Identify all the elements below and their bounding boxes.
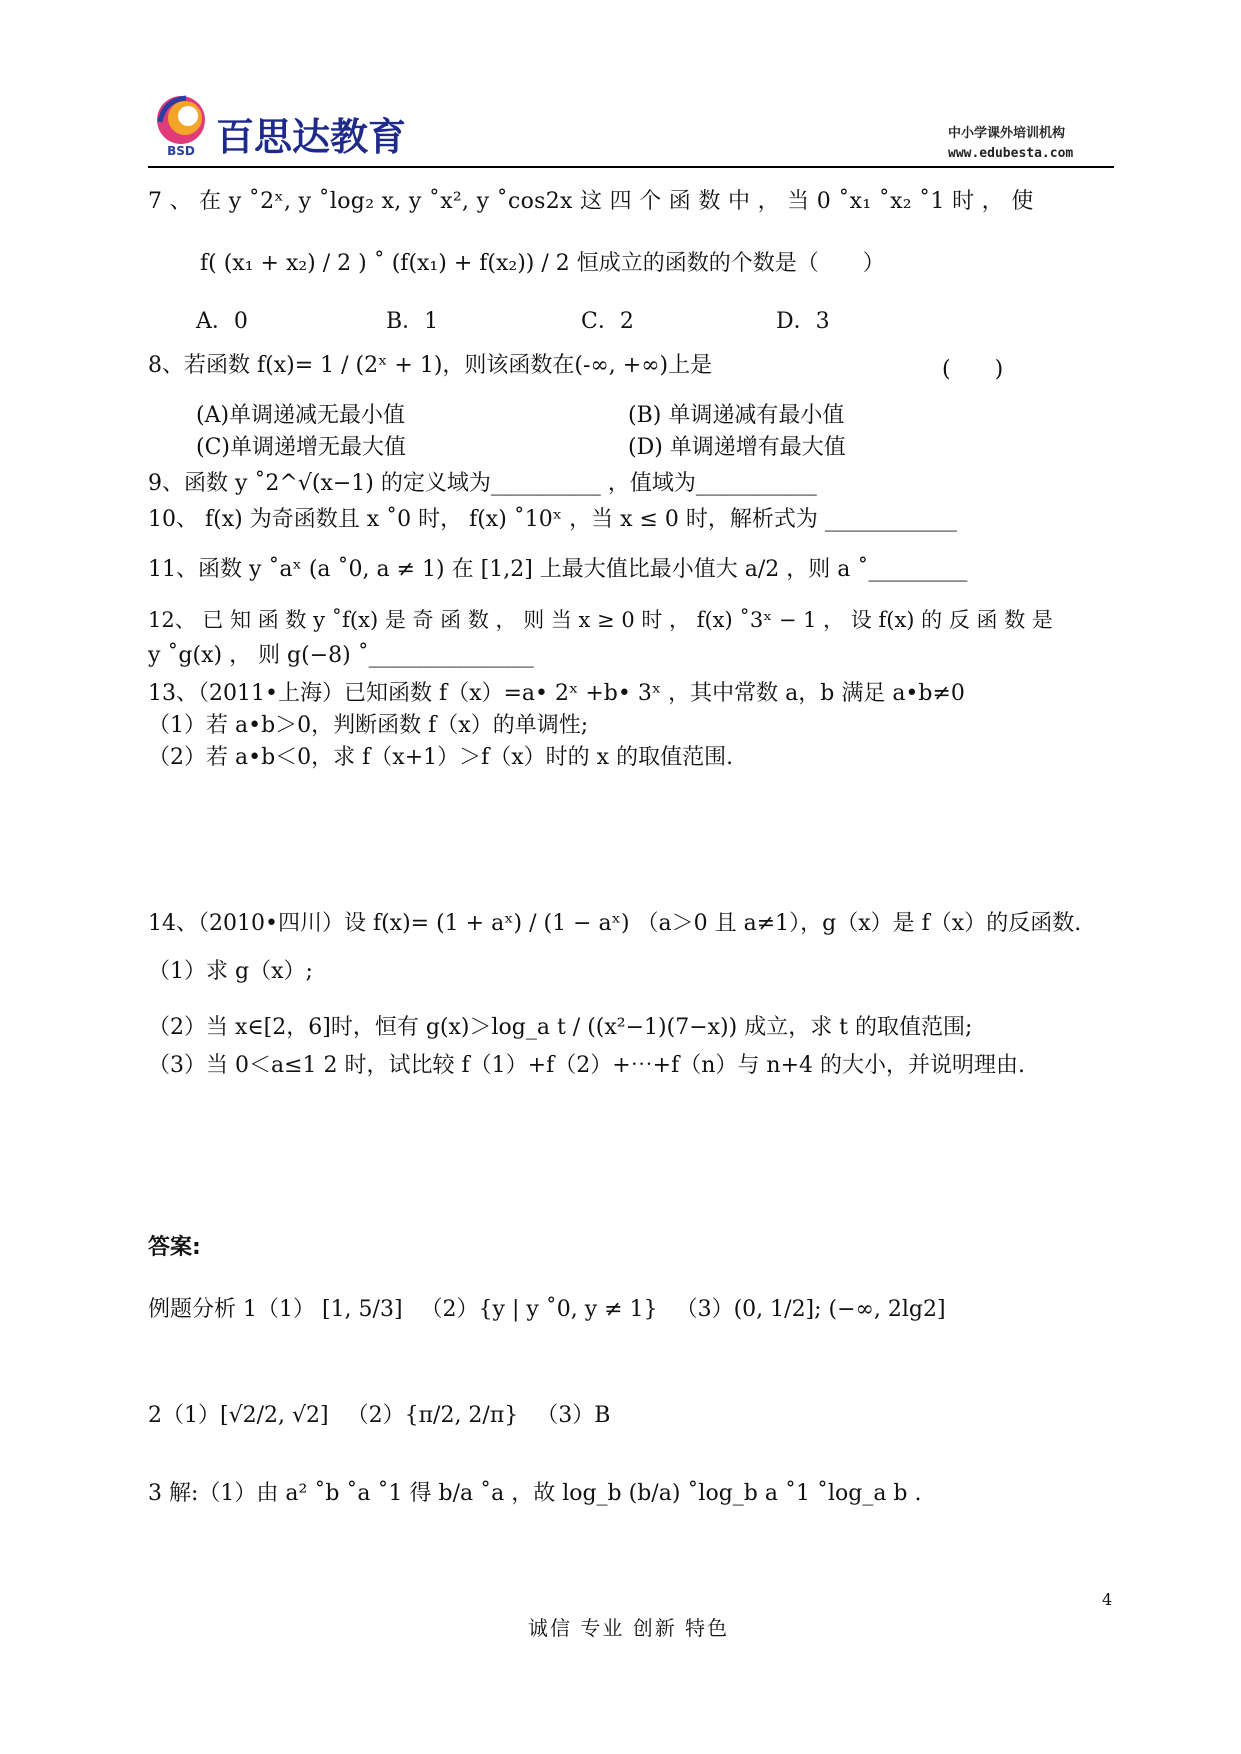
question-7-option-d: D．3 [776,309,830,334]
question-9: 9、函数 y ˚2^√(x−1) 的定义域为__________ ，值域为___________ [148,471,817,496]
question-13-part2: （2）若 a•b＜0，求 f（x+1）＞f（x）时的 x 的取值范围. [148,745,734,770]
question-8-answer-paren: ( ) [942,357,1004,382]
question-14-stem: 14、（2010•四川）设 f(x)= (1 + aˣ) / (1 − aˣ) （a＞0 且 a≠1），g（x）是 f（x）的反函数. [148,911,1082,936]
question-7-line1: 7 、 在 y ˚2ˣ, y ˚log₂ x, y ˚x², y ˚cos2x 这 四 个 函 数 中 ， 当 0 ˚x₁ ˚x₂ ˚1 时 ， 使 [148,189,1034,214]
question-7-option-a: A．0 [196,309,248,334]
question-7-line2: f( (x₁ + x₂) / 2 ) ˚ (f(x₁) + f(x₂)) / 2 恒成立的函数的个数是（ ） [200,251,885,276]
question-11: 11、函数 y ˚aˣ (a ˚0, a ≠ 1) 在 [1,2] 上最大值比最小值大 a/2 ，则 a ˚_________ [148,557,968,582]
question-14-part3: （3）当 0＜a≤1 2 时，试比较 f（1）+f（2）+⋯+f（n）与 n+4 的大小，并说明理由. [148,1053,1025,1078]
answers-heading: 答案: [148,1235,201,1260]
footer-slogan: 诚信 专业 创新 特色 [528,1616,730,1640]
question-14-part2: （2）当 x∈[2，6]时，恒有 g(x)＞log_a t / ((x²−1)(7−x)) 成立，求 t 的取值范围; [148,1015,973,1040]
header-tagline: 中小学课外培训机构 [948,126,1066,141]
question-8-option-b: (B) 单调递减有最小值 [628,403,845,428]
logo [150,92,212,158]
brand-name: 百思达教育 [216,115,407,159]
question-8-stem: 8、若函数 f(x)= 1 / (2ˣ + 1)，则该函数在(-∞, +∞)上是 [148,353,713,378]
page-number: 4 [1102,1590,1113,1609]
question-12-line1: 12、 已 知 函 数 y ˚f(x) 是 奇 函 数 ， 则 当 x ≥ 0 时 ， f(x) ˚3ˣ − 1 ， 设 f(x) 的 反 函 数 是 [148,608,1053,632]
header-rule [148,166,1114,168]
question-7-option-b: B．1 [386,309,439,334]
logo-letters: BSD [167,144,195,158]
question-13-part1: （1）若 a•b＞0，判断函数 f（x）的单调性; [148,713,589,738]
question-8-option-c: (C)单调递增无最大值 [196,435,406,460]
header-website: www.edubesta.com [948,146,1074,161]
answer-2: 2（1）[√2/2, √2] （2）{π/2, 2/π} （3）B [148,1403,611,1428]
question-8-option-a: (A)单调递减无最小值 [196,403,406,428]
question-10: 10、 f(x) 为奇函数且 x ˚0 时， f(x) ˚10ˣ ，当 x ≤ 0 时，解析式为 ____________ [148,507,957,532]
question-8-option-d: (D) 单调递增有最大值 [628,435,846,460]
question-13-stem: 13、（2011•上海）已知函数 f（x）=a• 2ˣ +b• 3ˣ ，其中常数 a，b 满足 a•b≠0 [148,681,965,706]
question-12-line2: y ˚g(x) ， 则 g(−8) ˚_______________ [148,643,534,668]
question-14-part1: （1）求 g（x）; [148,959,313,984]
question-7-option-c: C．2 [581,309,634,334]
answer-3: 3 解:（1）由 a² ˚b ˚a ˚1 得 b/a ˚a ，故 log_b (b/a) ˚log_b a ˚1 ˚log_a b . [148,1481,922,1506]
answer-1: 例题分析 1（1） [1, 5/3] （2）{y | y ˚0, y ≠ 1} （3）(0, 1/2]; (−∞, 2lg2] [148,1297,946,1322]
